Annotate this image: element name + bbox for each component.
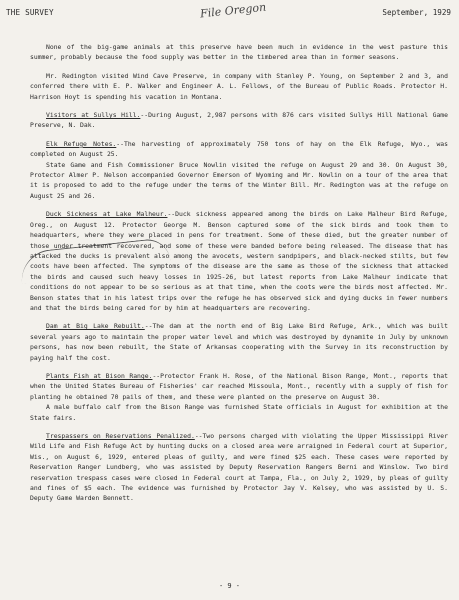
section-heading: Elk Refuge Notes. [46,139,117,148]
paragraph: Mr. Redington visited Wind Cave Preserve, in company with Stanley P. Young, on September 2 and 3, and conferred there with E. P. Walker and Engineer A. L. Fellows, of the Bureau of Public Roads. Protector H. Harrison Hoyt is spending his vacation in Montana. [30,71,448,101]
issue-date: September, 1929 [382,8,451,17]
section-heading: Visitors at Sullys Hill. [46,111,141,120]
handwritten-note: File Oregon [199,0,267,21]
paragraph: Trespassers on Reservations Penalized.--Two persons charged with violating the Upper Mississippi River Wild Life and Fish Refuge Act by hunting ducks on a closed area were arraigned in Federal court at Superior, Wis., on August 6, 1929, entered pleas of guilty, and were fined $25 each. These cases were reported by Reservation Ranger Lundberg, who was assisted by Deputy Reservation Rangers Berni and Winslow. Two bird reservation trespass cases were closed in Federal court at Tampa, Fla., on July 2, 1929, by pleas of guilty and fines of $5 each. The evidence was furnished by Protector Jay V. Kelsey, who was assisted by U. S. Deputy Game Warden Bennett. [30,432,448,503]
paragraph: State Game and Fish Commissioner Bruce Nowlin visited the refuge on August 29 and 30. On August 30, Protector Almer P. Nelson accompanied Governor Emerson of Wyoming and Mr. Nowlin on a tour of the area that it is proposed to add to the refuge under the terms of the Winter Bill. Mr. Redington was at the refuge on August 25 and 26. [30,160,448,200]
paragraph: Plants Fish at Bison Range.--Protector Frank H. Rose, of the National Bison Range, Mont., reports that when the United States Bureau of Fisheries' car reached Missoula, Mont., recently with a supply of fish for planting he obtained 70 pails of them, and these were planted on the preserve on August 30. [30,371,449,401]
paragraph: None of the big-game animals at this preserve have been much in evidence in the west pasture this summer, probably because the food supply was better in the timbered area than in former seasons. [30,43,448,62]
paragraph: Duck Sickness at Lake Malheur.--Duck sickness appeared among the birds on Lake Malheur Bird Refuge, Oreg., on August 12. Protector George M. Benson captured some of the sick birds and took them to headquarters, where they were placed in pens for treatment. Some of these died, but the greater number of those under treatment recovered, and some of these were banded before being released. The disease that has attacked the ducks is prevalent also among the avocets, western sandpipers, and black-necked stilts, but few coots have been affected. The symptoms of the disease are the same as those of the sickness that attacked the birds and caused such heavy losses in 1925-26, but latest reports from Lake Malheur indicate that conditions do not appear to be so serious as at that time, when the coots were the birds most affected. Mr. Benson states that in his latest trips over the refuge he has observed sick and dying ducks in fewer numbers and that the birds being cared for by him at headquarters are recovering. [30,210,448,312]
page-number: - 9 - [218,582,241,590]
article-body [30,42,448,512]
paragraph: Dam at Big Lake Rebuilt.--The dam at the north end of Big Lake Bird Refuge, Ark., which was built several years ago to maintain the proper water level and which was destroyed by dynamite in July by unknown persons, has now been rebuilt, the State of Arkansas cooperating with the Survey in its reconstruction by paying half the cost. [30,322,449,362]
paragraph: A male buffalo calf from the Bison Range was furnished State officials in August for exhibition at the State fairs. [30,403,448,422]
section-heading: Trespassers on Reservations Penalized. [46,432,195,440]
paragraph: Visitors at Sullys Hill.--During August, 2,987 persons with 876 cars visited Sullys Hill National Game Preserve, N. Dak. [30,111,448,130]
publication-title: THE SURVEY [6,8,54,17]
section-heading: Dam at Big Lake Rebuilt. [46,322,145,331]
paragraph: Elk Refuge Notes.--The harvesting of approximately 750 tons of hay on the Elk Refuge, Wyo., was completed on August 25. [30,139,448,159]
section-heading: Plants Fish at Bison Range. [46,371,153,380]
section-heading: Duck Sickness at Lake Malheur. [46,210,168,219]
